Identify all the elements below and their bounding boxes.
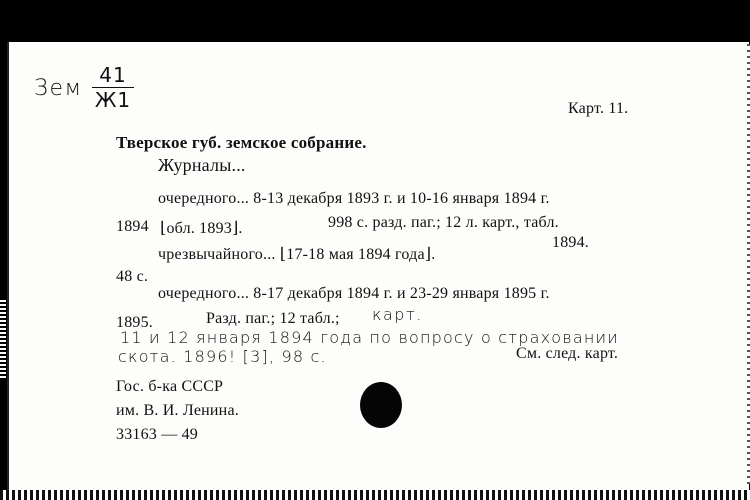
record-line-2c: 998 с. разд. паг.; 12 л. карт., табл. (328, 214, 559, 231)
shelfmark-top: 41 (99, 63, 127, 87)
perforation-left (0, 300, 6, 380)
library-name-2: им. В. И. Ленина. (116, 402, 239, 419)
handwritten-note-1: карт. (372, 305, 423, 324)
accession-number: 33163 — 49 (116, 426, 198, 443)
handwritten-note-2: 11 и 12 января 1894 года по вопросу о страховании (120, 328, 619, 347)
record-line-3b: 1894. (552, 234, 589, 251)
record-line-6a: 1895. (116, 314, 153, 331)
record-line-2b: ⌊обл. 1893⌋. (160, 220, 243, 237)
scan-border (0, 490, 750, 500)
record-line-1: очередного... 8-13 декабря 1893 г. и 10-16 января 1894 г. (158, 190, 550, 207)
subheading: Журналы... (158, 155, 246, 175)
ink-blot (360, 382, 402, 428)
record-line-4: 48 с. (116, 268, 149, 285)
record-line-2a: 1894 (116, 218, 149, 235)
heading: Тверское губ. земское собрание. (116, 133, 367, 152)
handwritten-note-3: скота. 1896! [3], 98 с. (118, 347, 327, 366)
record-line-3: чрезвычайного... ⌊17-18 мая 1894 года⌋. (158, 246, 436, 263)
record-line-6b: Разд. паг.; 12 табл.; (206, 310, 340, 327)
record-line-5: очередного... 8-17 декабря 1894 г. и 23-29 января 1895 г. (158, 285, 550, 302)
shelfmark-fraction (92, 64, 134, 111)
shelfmark-bottom: Ж1 (94, 88, 132, 112)
library-name: Гос. б-ка СССР (116, 378, 224, 395)
card-number: Карт. 11. (568, 100, 629, 117)
shelfmark-prefix: Зем (34, 76, 83, 101)
see-next-card: См. след. карт. (516, 345, 619, 362)
